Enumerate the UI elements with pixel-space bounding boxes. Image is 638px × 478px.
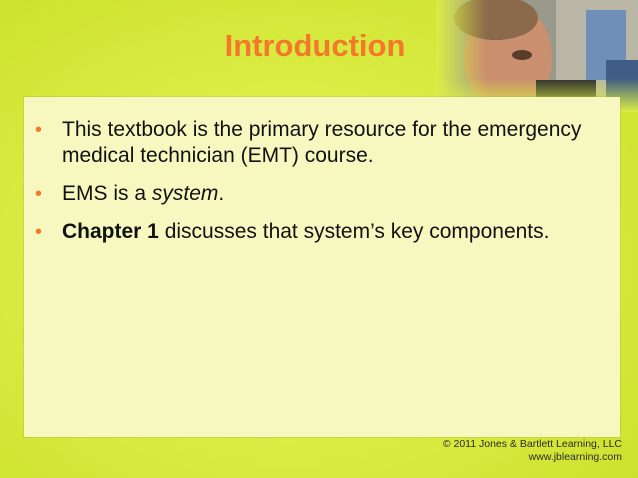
bullet-item (30, 219, 590, 245)
bullet-item (30, 181, 590, 207)
bullet-text-part: EMS is a (62, 182, 152, 205)
bullet-item (30, 117, 590, 169)
bullet-text-part: This textbook is the primary resource for the emergency medical technician (EMT) course. (62, 118, 582, 167)
bullet-icon: • (35, 221, 43, 243)
bullet-list (30, 117, 590, 257)
bullet-icon: • (35, 183, 43, 205)
slide-title: Introduction (224, 28, 406, 63)
bullet-text-part: Chapter 1 (62, 220, 159, 243)
bullet-text-part: discusses that system’s key components. (158, 220, 550, 243)
bullet-icon: • (35, 119, 43, 141)
bullet-text-part: system (151, 182, 219, 205)
website-line: www.jblearning.com (528, 451, 622, 463)
copyright-notice (382, 438, 622, 464)
bullet-text-part: . (218, 182, 225, 205)
copyright-line: © 2011 Jones & Bartlett Learning, LLC (442, 438, 622, 450)
